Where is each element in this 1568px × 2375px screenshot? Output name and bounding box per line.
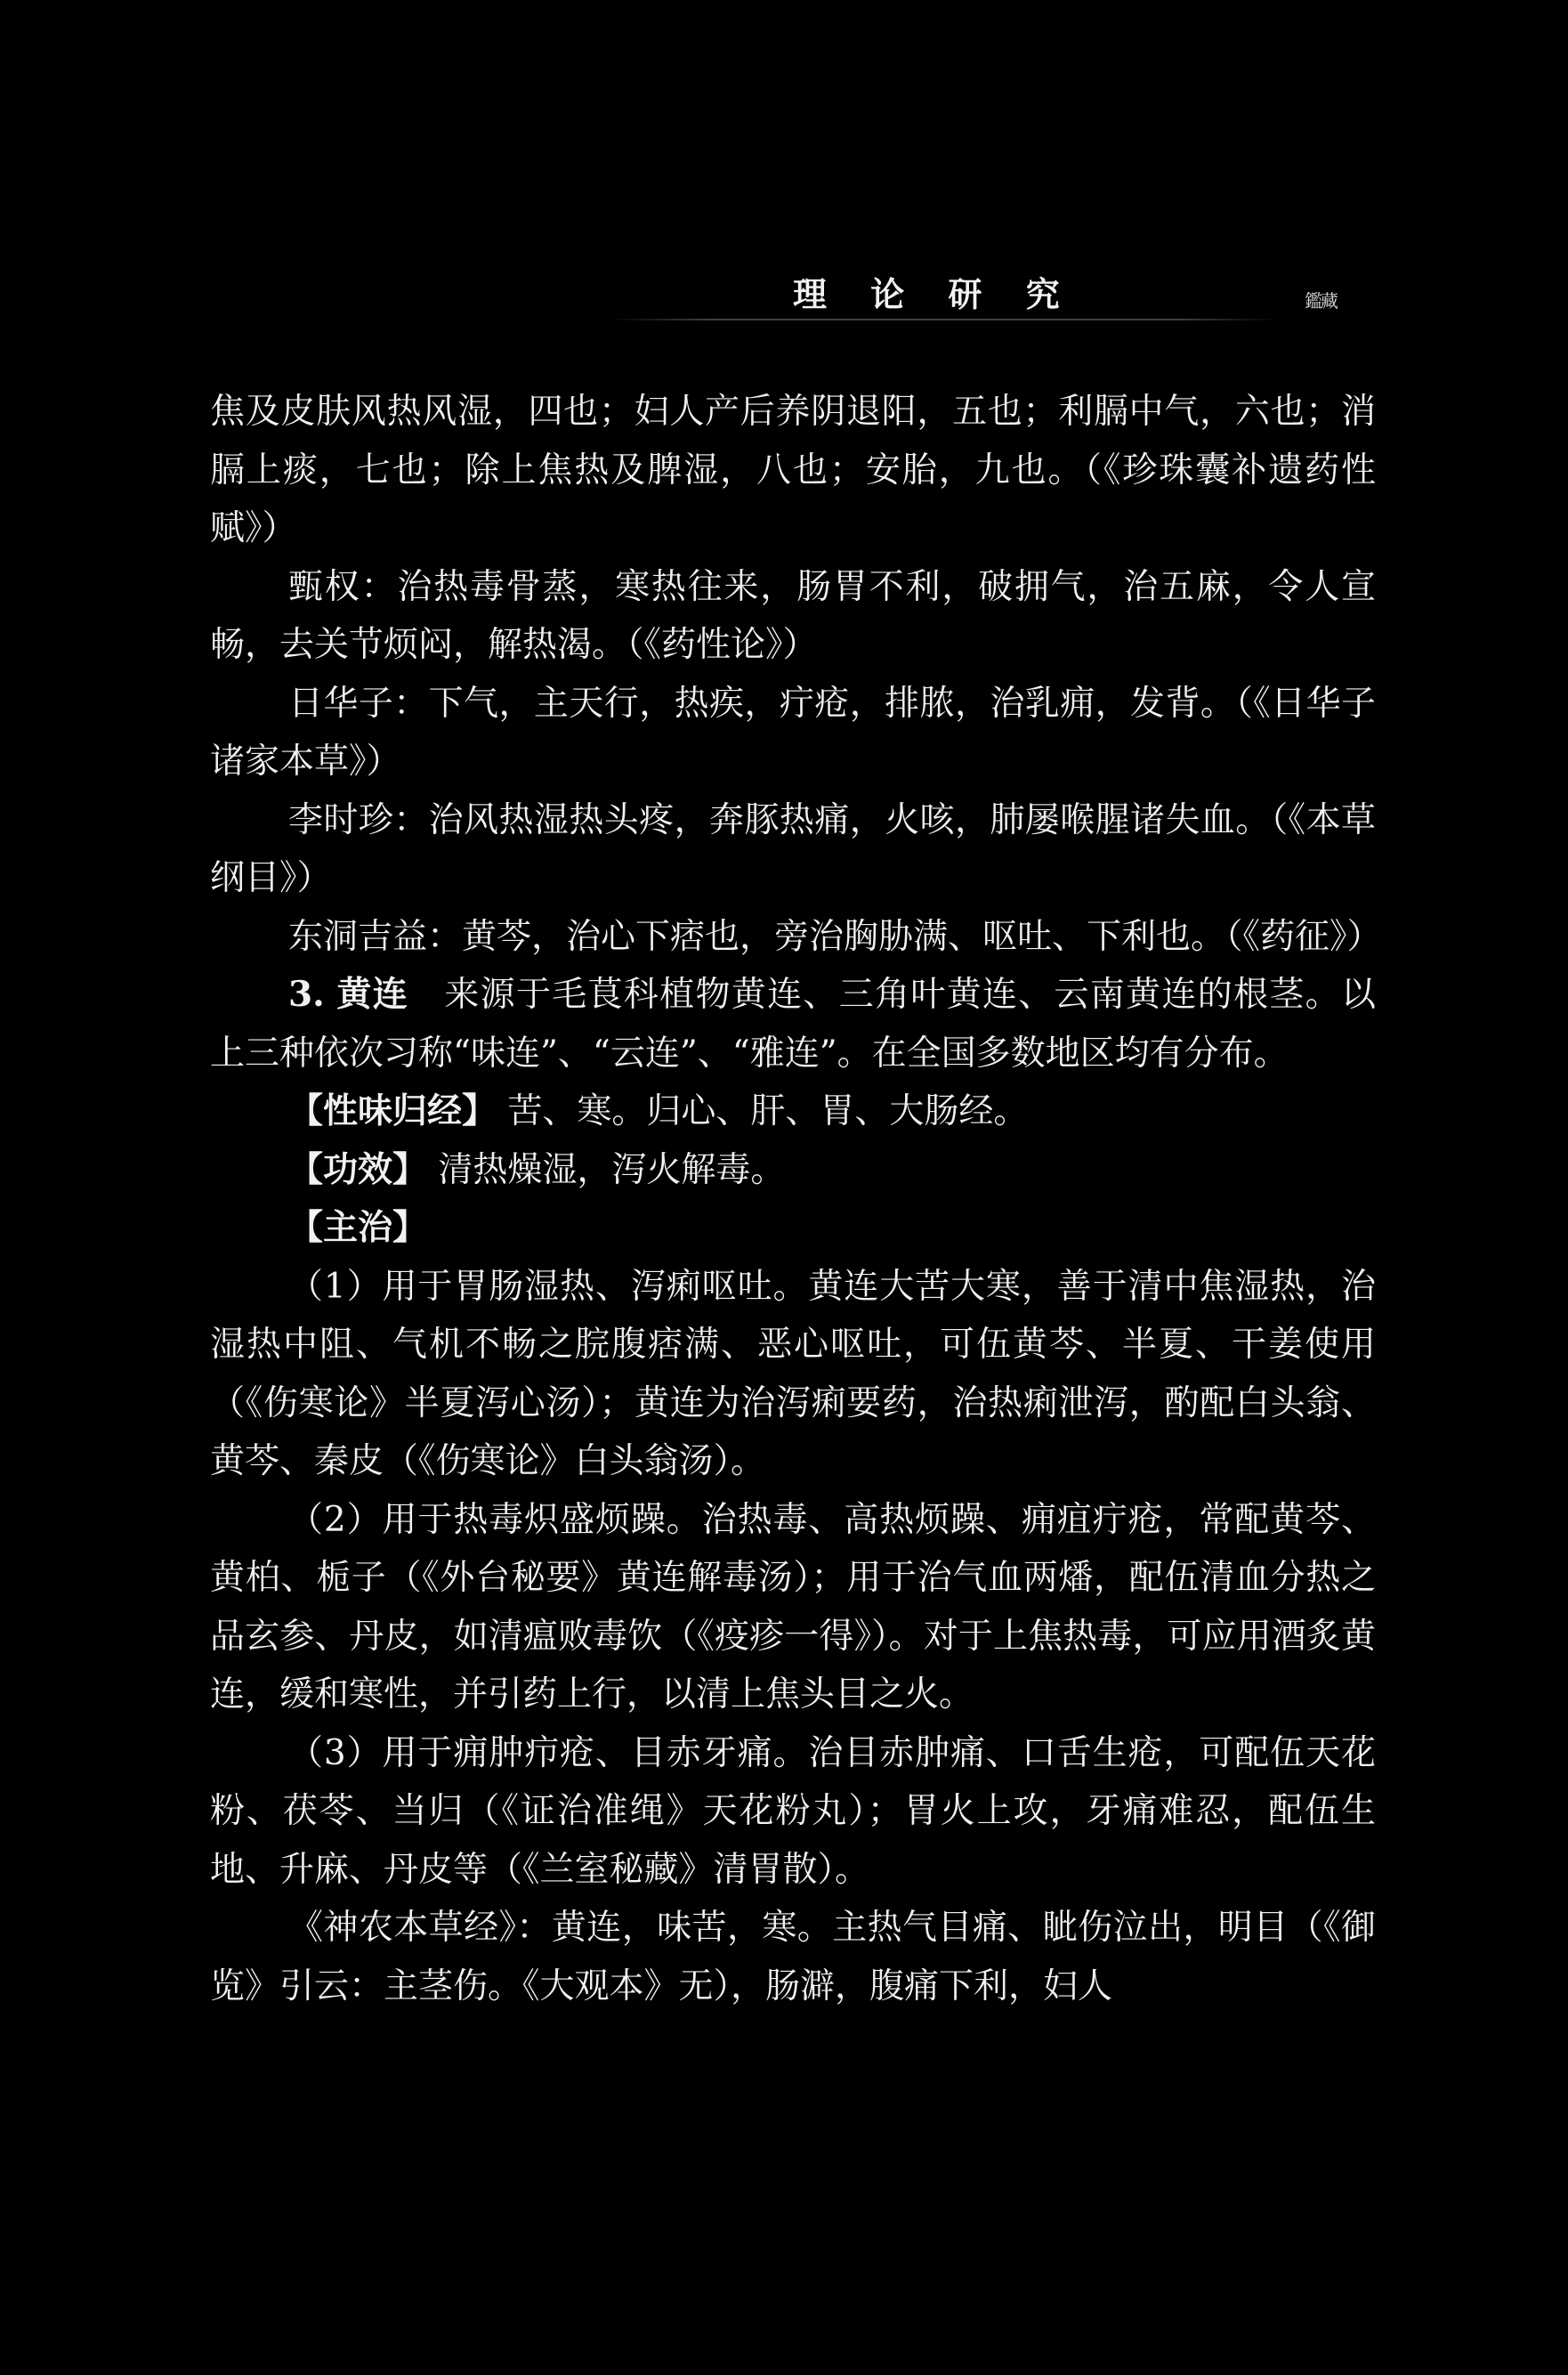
paragraph-todo-yoshimasu: 东洞吉益：黄芩，治心下痞也，旁治胸胁满、呕吐、下利也。（《药征》） xyxy=(288,916,1382,957)
property-text: 苦、寒。归心、肝、胃、大肠经。 xyxy=(507,1091,1029,1131)
paragraph-rihuazi: 日华子：下气，主天行，热疾，疔疮，排脓，治乳痈，发背。（《日华子诸家本草》） xyxy=(210,683,1376,782)
treatment-item-3: （3）用于痈肿疖疮、目赤牙痛。治目赤肿痛、口舌生疮，可配伍天花粉、茯苓、当归（《证治准绳》天花粉丸）；胃火上攻，牙痛难忍，配伍生地、升麻、丹皮等（《兰室秘藏》清胃散）。 xyxy=(210,1732,1376,1890)
property-text: 清热燥湿，泻火解毒。 xyxy=(438,1149,786,1190)
property-nature-meridian xyxy=(210,1082,1376,1141)
paragraph-li-shizhen: 李时珍：治风热湿热头疼，奔豚热痛，火咳，肺屡喉腥诸失血。（《本草纲目》） xyxy=(210,799,1376,898)
treatment-item-2: （2）用于热毒炽盛烦躁。治热毒、高热烦躁、痈疽疔疮，常配黄芩、黄柏、栀子（《外台秘要》黄连解毒汤）；用于治气血两燔，配伍清血分热之品玄参、丹皮，如清瘟败毒饮（《疫疹一得》）。对于上焦热毒，可应用酒炙黄连，缓和寒性，并引药上行，以清上焦头目之火。 xyxy=(210,1499,1376,1714)
property-label: 【主治】 xyxy=(288,1207,428,1248)
header-rule xyxy=(610,319,1278,320)
section-number: 3. xyxy=(288,974,325,1015)
section-huanglian xyxy=(210,966,1376,1082)
section-herb-name: 黄连 xyxy=(336,974,409,1015)
treatment-item-1: （1）用于胃肠湿热、泻痢呕吐。黄连大苦大寒，善于清中焦湿热，治湿热中阻、气机不畅之脘腹痞满、恶心呕吐，可伍黄芩、半夏、干姜使用（《伤寒论》半夏泻心汤）；黄连为治泻痢要药，治热痢泄泻，酌配白头翁、黄芩、秦皮（《伤寒论》白头翁汤）。 xyxy=(210,1266,1376,1481)
paragraph-zhen-quan: 甄权：治热毒骨蒸，寒热往来，肠胃不利，破拥气，治五麻，令人宣畅，去关节烦闷，解热渴。（《药性论》） xyxy=(210,566,1376,665)
property-efficacy xyxy=(210,1141,1376,1200)
property-indications xyxy=(210,1199,1376,1258)
property-label: 【性味归经】 xyxy=(288,1090,497,1131)
paragraph-continued: 焦及皮肤风热风湿，四也；妇人产后养阴退阳，五也；利膈中气，六也；消膈上痰，七也；除上焦热及脾湿，八也；安胎，九也。（《珍珠囊补遗药性赋》） xyxy=(210,392,1376,548)
header-mark: 鑑藏 xyxy=(1305,290,1337,312)
section-description: 来源于毛茛科植物黄连、三角叶黄连、云南黄连的根茎。以上三种依次习称“味连”、“云连”、“雅连”。在全国多数地区均有分布。 xyxy=(210,975,1376,1074)
page-body xyxy=(210,383,1382,2015)
classic-quote-shennong: 《神农本草经》：黄连，味苦，寒。主热气目痛、眦伤泣出，明目（《御览》引云：主茎伤。《大观本》无），肠澼，腹痛下利，妇人 xyxy=(210,1908,1376,2006)
running-header xyxy=(210,267,1376,320)
property-label: 【功效】 xyxy=(288,1148,428,1190)
section-title: 理 论 研 究 xyxy=(793,274,1076,314)
